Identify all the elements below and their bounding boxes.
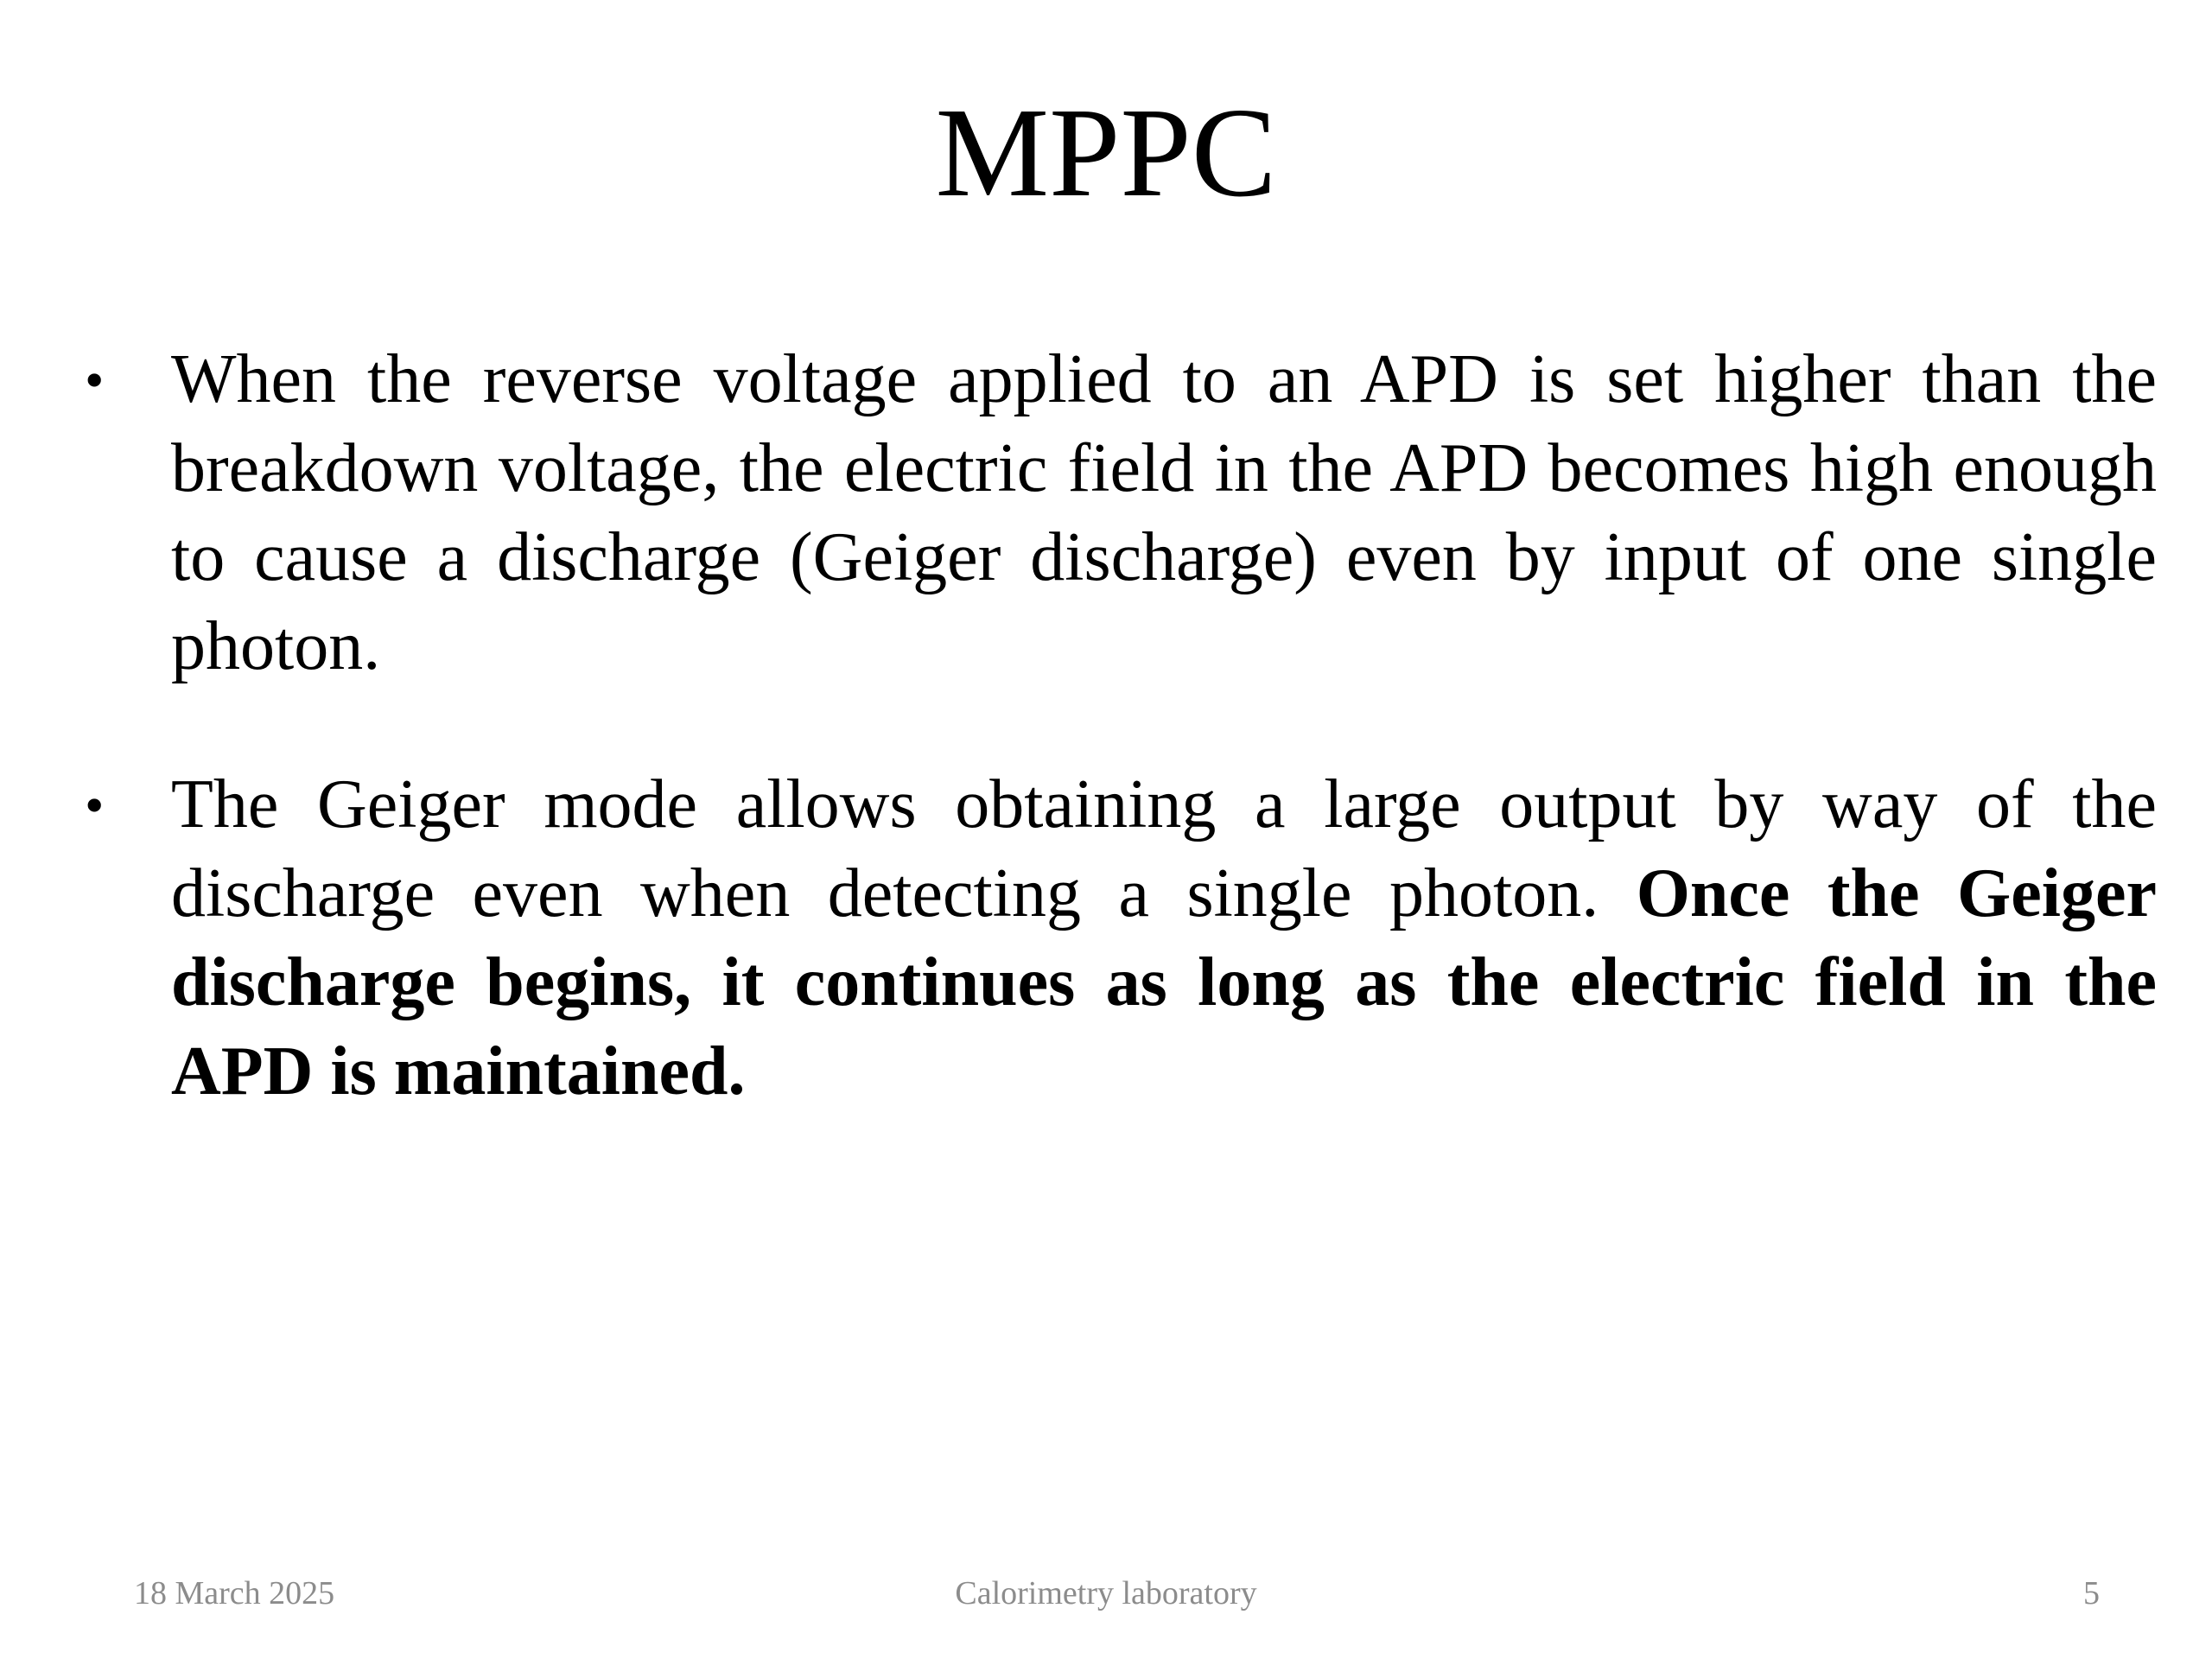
bullet-item [0, 760, 2212, 1116]
bullet-icon: • [85, 349, 105, 410]
footer-date: 18 March 2025 [134, 1575, 335, 1611]
page-number: 5 [2083, 1575, 2100, 1611]
bullet-regular-text: When the reverse voltage applied to an APD is set higher than the breakdown voltage, the electric field in the APD becomes high enough to cause a discharge (Geiger discharge) even by input of one single photon. [171, 341, 2157, 684]
footer-title: Calorimetry laboratory [955, 1575, 1257, 1611]
bullet-item [0, 335, 2212, 691]
bullet-text [171, 760, 2157, 1116]
bullet-icon: • [85, 774, 105, 836]
bullet-list [0, 335, 2212, 1185]
slide-title: MPPC [935, 82, 1277, 224]
bullet-bold-text: Once the Geiger discharge begins, it continues as long as the electric field in the APD is maintained. [171, 855, 2157, 1109]
bullet-regular-text: The Geiger mode allows obtaining a large output by way of the discharge even when detecting a single photon. [171, 766, 2157, 931]
bullet-text [171, 335, 2157, 691]
